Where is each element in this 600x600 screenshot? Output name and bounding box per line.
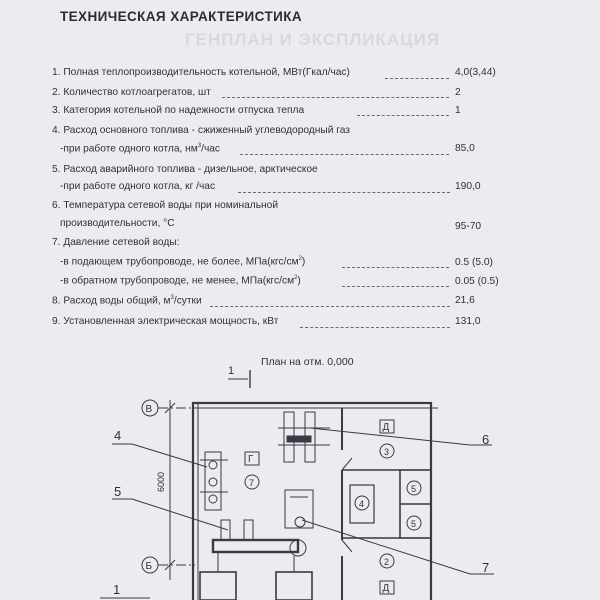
spec-line-1: 1. Полная теплопроизводительность котельной, МВт(Гкал/час)	[52, 67, 350, 78]
axis-label-b: Б	[145, 561, 153, 572]
spec-line-9: 9. Установленная электрическая мощность, кВт	[52, 316, 279, 327]
spec-value-9: 131,0	[455, 316, 481, 327]
show-through-heading: ГЕНПЛАН И ЭКСПЛИКАЦИЯ	[185, 30, 441, 49]
spec-value-4: 85,0	[455, 143, 475, 154]
valve-block	[221, 520, 230, 540]
door-swing	[342, 540, 352, 552]
room-number-5b: 5	[411, 519, 417, 529]
collector-block	[287, 436, 311, 442]
room-number-2: 2	[384, 557, 390, 567]
pump-unit	[209, 478, 217, 486]
spec-value-3: 1	[455, 105, 461, 116]
spec-line-7-supply: -в подающем трубопроводе, не более, $МПа(кгс/см^2)$	[60, 256, 306, 268]
plan-title: План на отм. 0,000	[261, 356, 354, 368]
callout-5-leader	[132, 499, 228, 530]
dimension-label: 6000	[156, 471, 166, 492]
callout-1: 1	[113, 582, 121, 597]
room-number-3: 3	[384, 447, 390, 457]
room-number-5a: 5	[411, 484, 417, 494]
spec-value-7b: 0.05 (0.5)	[455, 276, 499, 287]
valve-block	[244, 520, 253, 540]
spec-line-8: 8. Расход воды общий, $м^3$/сутки	[52, 295, 202, 307]
callout-6-leader	[310, 428, 470, 445]
spec-line-7-return: -в обратном трубопроводе, не менее, $МПа(кгс/см^2)$	[60, 275, 301, 287]
spec-value-5: 190,0	[455, 181, 481, 192]
page-title: ТЕХНИЧЕСКАЯ ХАРАКТЕРИСТИКА	[60, 9, 302, 24]
burner-unit	[295, 517, 305, 527]
boiler-1	[200, 572, 236, 600]
spec-value-2: 2	[455, 87, 461, 98]
spec-line-5-detail: -при работе одного котла, кг /час	[60, 181, 216, 192]
spec-line-3: 3. Категория котельной по надежности отпуска тепла	[52, 105, 305, 116]
spec-line-6-detail: производительности, °С	[60, 218, 175, 229]
room-number-7: 7	[249, 478, 255, 488]
pump-unit	[209, 495, 217, 503]
room-tag-g: Г	[248, 454, 254, 465]
section-mark-label: 1	[228, 365, 235, 377]
spec-line-7: 7. Давление сетевой воды:	[52, 237, 180, 248]
spec-value-7a: 0.5 (5.0)	[455, 257, 493, 268]
boiler-2	[276, 572, 312, 600]
spec-line-2: 2. Количество котлоагрегатов, шт	[52, 87, 211, 98]
spec-line-4: 4. Расход основного топлива - сжиженный углеводородный газ	[52, 125, 350, 136]
room-tag-d-top: Д	[382, 422, 390, 433]
callout-7: 7	[482, 560, 490, 575]
spec-value-8: 21,6	[455, 295, 475, 306]
callout-5: 5	[114, 484, 122, 499]
room-number-4: 4	[359, 499, 365, 509]
spec-line-4-detail: -при работе одного котла, $нм^3$/час	[60, 143, 221, 155]
spec-value-1: 4,0(3,44)	[455, 67, 496, 78]
callout-4: 4	[114, 428, 122, 443]
header-pipe	[213, 540, 298, 552]
spec-line-5: 5. Расход аварийного топлива - дизельное, арктическое	[52, 164, 318, 175]
building-outline	[193, 403, 431, 600]
room-tag-d-bottom: Д	[382, 583, 390, 594]
axis-label-v: В	[145, 404, 153, 415]
door-swing	[342, 458, 352, 470]
spec-value-6: 95-70	[455, 221, 482, 232]
callout-6: 6	[482, 432, 490, 447]
pump-unit	[209, 461, 217, 469]
spec-line-6: 6. Температура сетевой воды при номинальной	[52, 200, 279, 211]
